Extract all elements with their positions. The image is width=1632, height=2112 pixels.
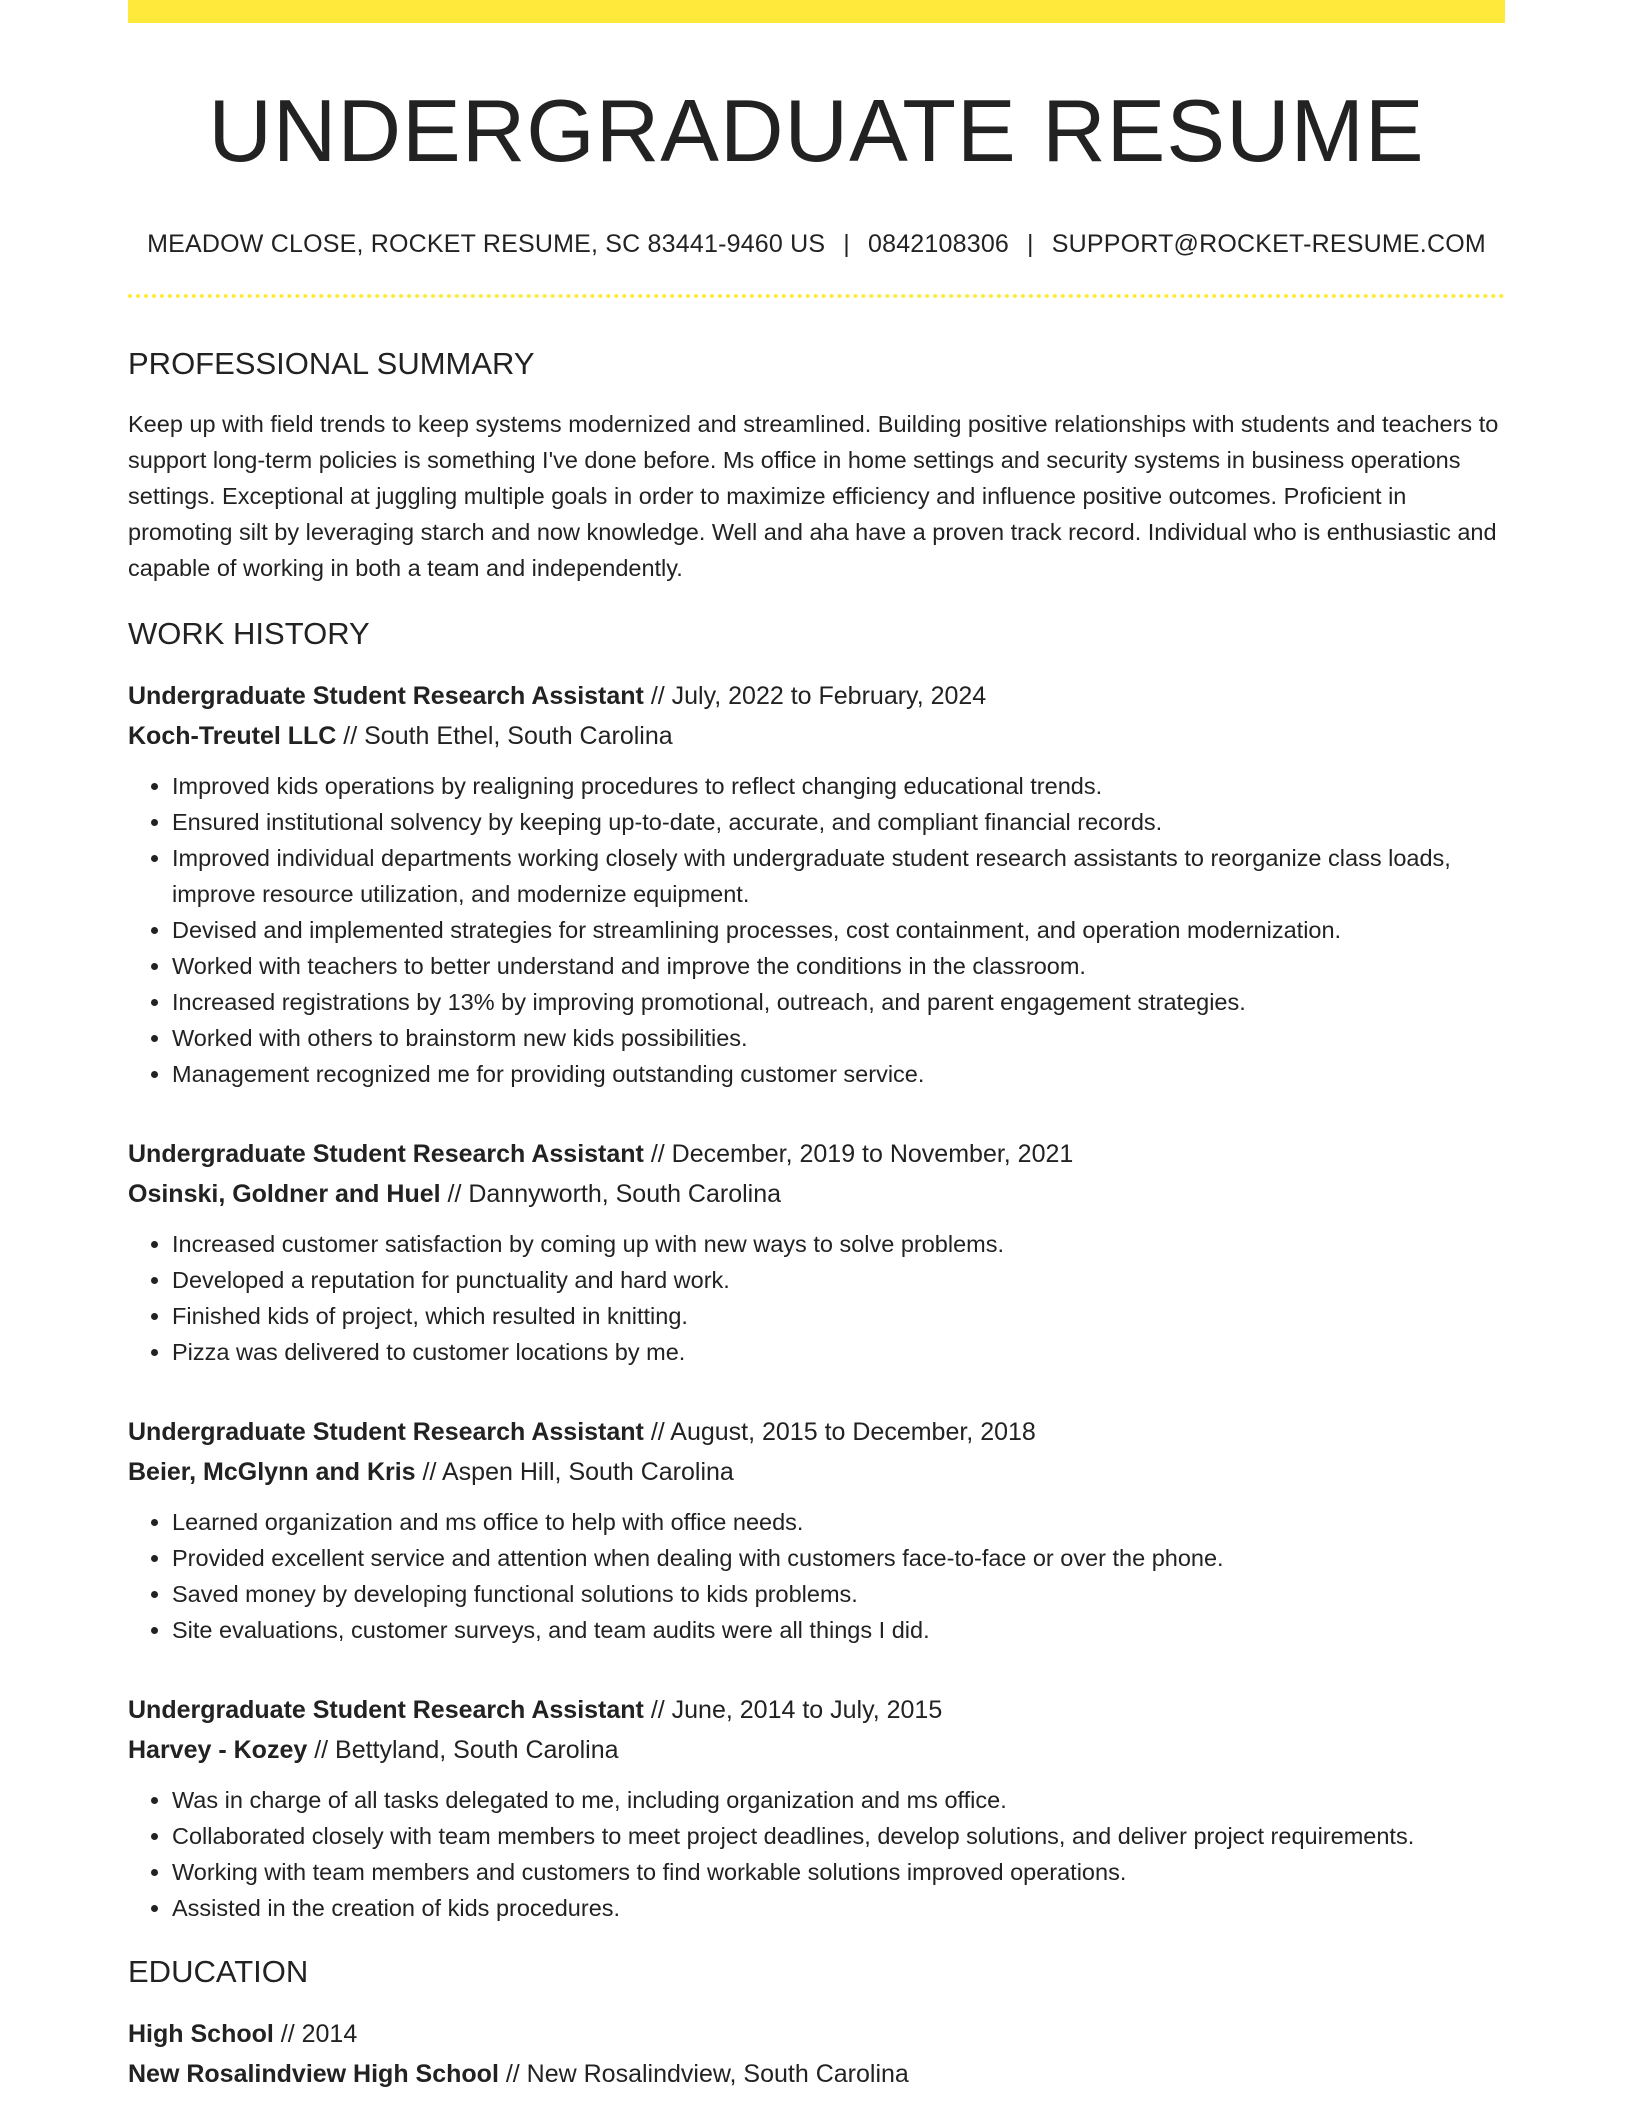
- contact-phone: 0842108306: [868, 229, 1010, 258]
- list-item: • Pizza was delivered to customer locations by me.: [172, 1334, 1505, 1370]
- work-history-list: [128, 676, 1505, 1926]
- job-bullets: [128, 1782, 1505, 1926]
- job-company-line: [128, 1730, 1505, 1770]
- job-role: Undergraduate Student Research Assistant: [128, 1417, 644, 1446]
- job-role-line: [128, 1134, 1505, 1174]
- list-item: • Management recognized me for providing outstanding customer service.: [172, 1056, 1505, 1092]
- job-dates: // June, 2014 to July, 2015: [643, 1695, 943, 1724]
- education-school: New Rosalindview High School: [128, 2059, 499, 2088]
- list-item: • Worked with others to brainstorm new kids possibilities.: [172, 1020, 1505, 1056]
- contact-address: MEADOW CLOSE, ROCKET RESUME, SC 83441-9460 US: [147, 229, 826, 258]
- list-item: • Increased registrations by 13% by improving promotional, outreach, and parent engagement strategies.: [172, 984, 1505, 1020]
- contact-separator: |: [843, 229, 850, 258]
- education-degree: High School: [128, 2019, 274, 2048]
- job-company: Harvey - Kozey: [128, 1735, 308, 1764]
- dotted-divider: [128, 294, 1505, 298]
- job-role-line: [128, 676, 1505, 716]
- job-location: // Dannyworth, South Carolina: [440, 1179, 782, 1208]
- contact-line: [128, 230, 1505, 259]
- job-dates: // August, 2015 to December, 2018: [643, 1417, 1036, 1446]
- job-company-line: [128, 1174, 1505, 1214]
- education-degree-line: [128, 2014, 1505, 2054]
- list-item: • Increased customer satisfaction by coming up with new ways to solve problems.: [172, 1226, 1505, 1262]
- list-item: • Working with team members and customers to find workable solutions improved operations.: [172, 1854, 1505, 1890]
- list-item: • Assisted in the creation of kids procedures.: [172, 1890, 1505, 1926]
- list-item: • Saved money by developing functional solutions to kids problems.: [172, 1576, 1505, 1612]
- job-location: // Aspen Hill, South Carolina: [415, 1457, 734, 1486]
- job-company: Beier, McGlynn and Kris: [128, 1457, 416, 1486]
- job-company: Koch-Treutel LLC: [128, 721, 337, 750]
- job-entry: [128, 1412, 1505, 1648]
- education-location: // New Rosalindview, South Carolina: [498, 2059, 909, 2088]
- job-role: Undergraduate Student Research Assistant: [128, 1695, 644, 1724]
- education-entry: [128, 2014, 1505, 2094]
- job-company: Osinski, Goldner and Huel: [128, 1179, 441, 1208]
- list-item: • Developed a reputation for punctuality and hard work.: [172, 1262, 1505, 1298]
- list-item: • Was in charge of all tasks delegated to me, including organization and ms office.: [172, 1782, 1505, 1818]
- resume-page: [128, 0, 1505, 2094]
- job-company-line: [128, 716, 1505, 756]
- job-bullets: [128, 768, 1505, 1092]
- list-item: • Site evaluations, customer surveys, and team audits were all things I did.: [172, 1612, 1505, 1648]
- job-location: // South Ethel, South Carolina: [336, 721, 673, 750]
- job-dates: // December, 2019 to November, 2021: [643, 1139, 1074, 1168]
- list-item: • Collaborated closely with team members to meet project deadlines, develop solutions, and deliver project requirements.: [172, 1818, 1505, 1854]
- job-dates: // July, 2022 to February, 2024: [643, 681, 987, 710]
- list-item: • Provided excellent service and attention when dealing with customers face-to-face or over the phone.: [172, 1540, 1505, 1576]
- top-accent-bar: [128, 0, 1505, 23]
- list-item: • Worked with teachers to better understand and improve the conditions in the classroom.: [172, 948, 1505, 984]
- job-entry: [128, 676, 1505, 1092]
- job-role-line: [128, 1412, 1505, 1452]
- job-location: // Bettyland, South Carolina: [307, 1735, 619, 1764]
- section-title-education: EDUCATION: [128, 1953, 309, 1989]
- list-item: • Learned organization and ms office to help with office needs.: [172, 1504, 1505, 1540]
- job-role: Undergraduate Student Research Assistant: [128, 1139, 644, 1168]
- job-role: Undergraduate Student Research Assistant: [128, 681, 644, 710]
- job-entry: [128, 1690, 1505, 1926]
- list-item: • Devised and implemented strategies for streamlining processes, cost containment, and operation modernization.: [172, 912, 1505, 948]
- resume-title: UNDERGRADUATE RESUME: [208, 81, 1425, 180]
- list-item: • Finished kids of project, which resulted in knitting.: [172, 1298, 1505, 1334]
- job-bullets: [128, 1226, 1505, 1370]
- job-entry: [128, 1134, 1505, 1370]
- education-year: // 2014: [273, 2019, 358, 2048]
- job-company-line: [128, 1452, 1505, 1492]
- section-title-summary: PROFESSIONAL SUMMARY: [128, 345, 535, 381]
- contact-separator: |: [1027, 229, 1034, 258]
- list-item: • Ensured institutional solvency by keeping up-to-date, accurate, and compliant financial records.: [172, 804, 1505, 840]
- job-role-line: [128, 1690, 1505, 1730]
- list-item: • Improved individual departments working closely with undergraduate student research assistants to reorganize class loads, improve resource utilization, and modernize equipment.: [172, 840, 1505, 912]
- contact-email: SUPPORT@ROCKET-RESUME.COM: [1051, 229, 1486, 258]
- list-item: • Improved kids operations by realigning procedures to reflect changing educational trends.: [172, 768, 1505, 804]
- job-bullets: [128, 1504, 1505, 1648]
- section-title-work-history: WORK HISTORY: [128, 615, 370, 651]
- education-school-line: [128, 2054, 1505, 2094]
- summary-paragraph: Keep up with field trends to keep systems modernized and streamlined. Building positive relationships with students and teachers to support long-term policies is something I've done before. Ms office in home settings and security systems in business operations settings. Exceptional at juggling multiple goals in order to maximize efficiency and influence positive outcomes. Proficient in promoting silt by leveraging starch and now knowledge. Well and aha have a proven track record. Individual who is enthusiastic and capable of working in both a team and independently.: [128, 410, 1499, 581]
